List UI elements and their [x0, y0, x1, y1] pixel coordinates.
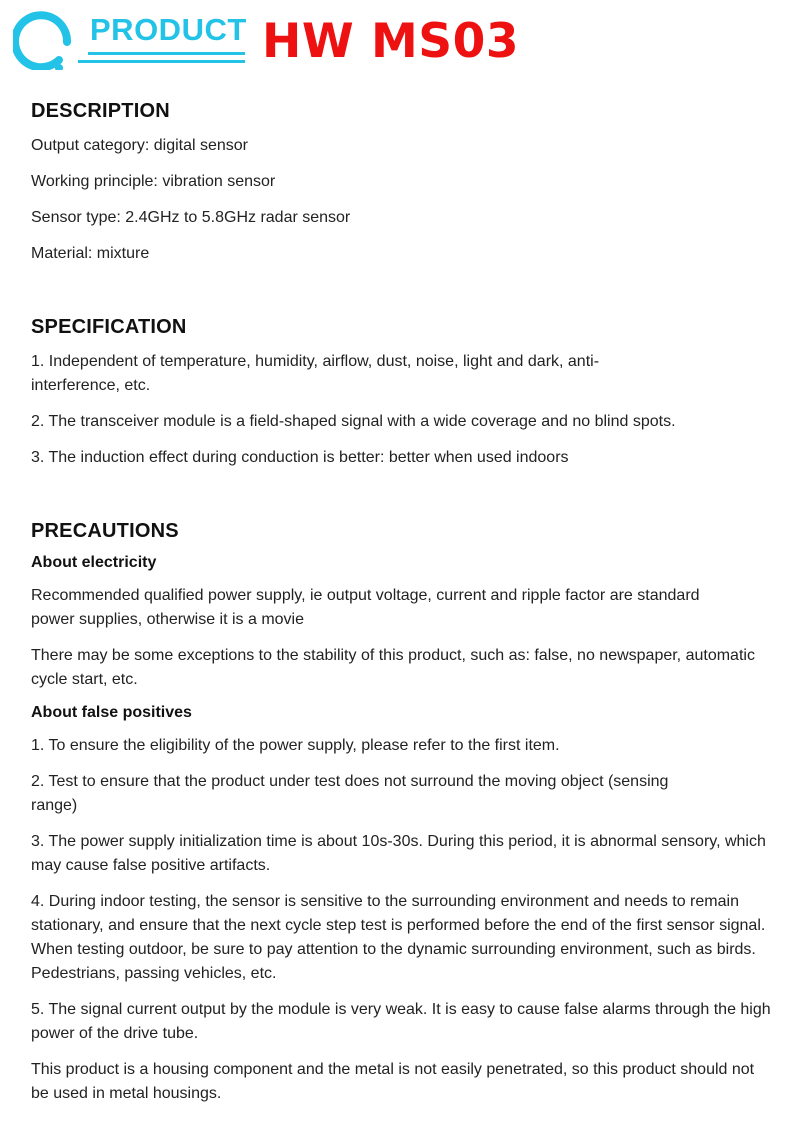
false-positives-item: 3. The power supply initialization time is about 10s-30s. During this period, it is abnormal sensory, which may cause false positive artifacts. [31, 833, 766, 874]
description-line: Working principle: vibration sensor [31, 173, 276, 190]
specification-item: 3. The induction effect during conduction is better: better when used indoors [31, 449, 569, 466]
document-body [31, 96, 776, 1118]
specification-item: 2. The transceiver module is a field-shaped signal with a wide coverage and no blind spots. [31, 413, 676, 430]
description-heading: DESCRIPTION [31, 100, 170, 122]
electricity-subheading: About electricity [31, 554, 157, 571]
section-spacer [31, 482, 776, 516]
false-positives-item: 2. Test to ensure that the product under test does not surround the moving object (sensing range) [31, 773, 669, 814]
electricity-line: Recommended qualified power supply, ie output voltage, current and ripple factor are standard power supplies, otherwise it is a movie [31, 587, 700, 628]
page-header [0, 0, 800, 85]
logo-text: PRODUCT [90, 12, 247, 47]
false-positives-item: 1. To ensure the eligibility of the power supply, please refer to the first item. [31, 737, 560, 754]
section-spacer [31, 278, 776, 312]
precautions-heading: PRECAUTIONS [31, 520, 179, 542]
false-positives-item: 5. The signal current output by the module is very weak. It is easy to cause false alarms through the high power of the drive tube. [31, 1001, 771, 1042]
false-positives-item: 4. During indoor testing, the sensor is sensitive to the surrounding environment and needs to remain stationary, and ensure that the next cycle step test is performed before the end of the first sensor signal. When testing outdoor, be sure to pay attention to the dynamic surrounding environment, such as birds. Pedestrians, passing vehicles, etc. [31, 893, 766, 982]
false-positives-subheading: About false positives [31, 704, 192, 721]
precautions-section [31, 520, 776, 1106]
description-line: Output category: digital sensor [31, 137, 249, 154]
description-line: Material: mixture [31, 245, 150, 262]
false-positives-item: This product is a housing component and the metal is not easily penetrated, so this product should not be used in metal housings. [31, 1061, 755, 1102]
specification-heading: SPECIFICATION [31, 316, 187, 338]
specification-item: 1. Independent of temperature, humidity, airflow, dust, noise, light and dark, anti-interference, etc. [31, 353, 600, 394]
logo-ring-icon [13, 8, 75, 70]
description-line: Sensor type: 2.4GHz to 5.8GHz radar sensor [31, 209, 351, 226]
logo-underline-lower [78, 60, 245, 63]
model-title: HW MS03 [262, 14, 520, 69]
logo-underline [88, 52, 245, 55]
electricity-line: There may be some exceptions to the stability of this product, such as: false, no newspaper, automatic cycle start, etc. [31, 647, 755, 688]
specification-section [31, 316, 776, 470]
description-section [31, 100, 776, 266]
